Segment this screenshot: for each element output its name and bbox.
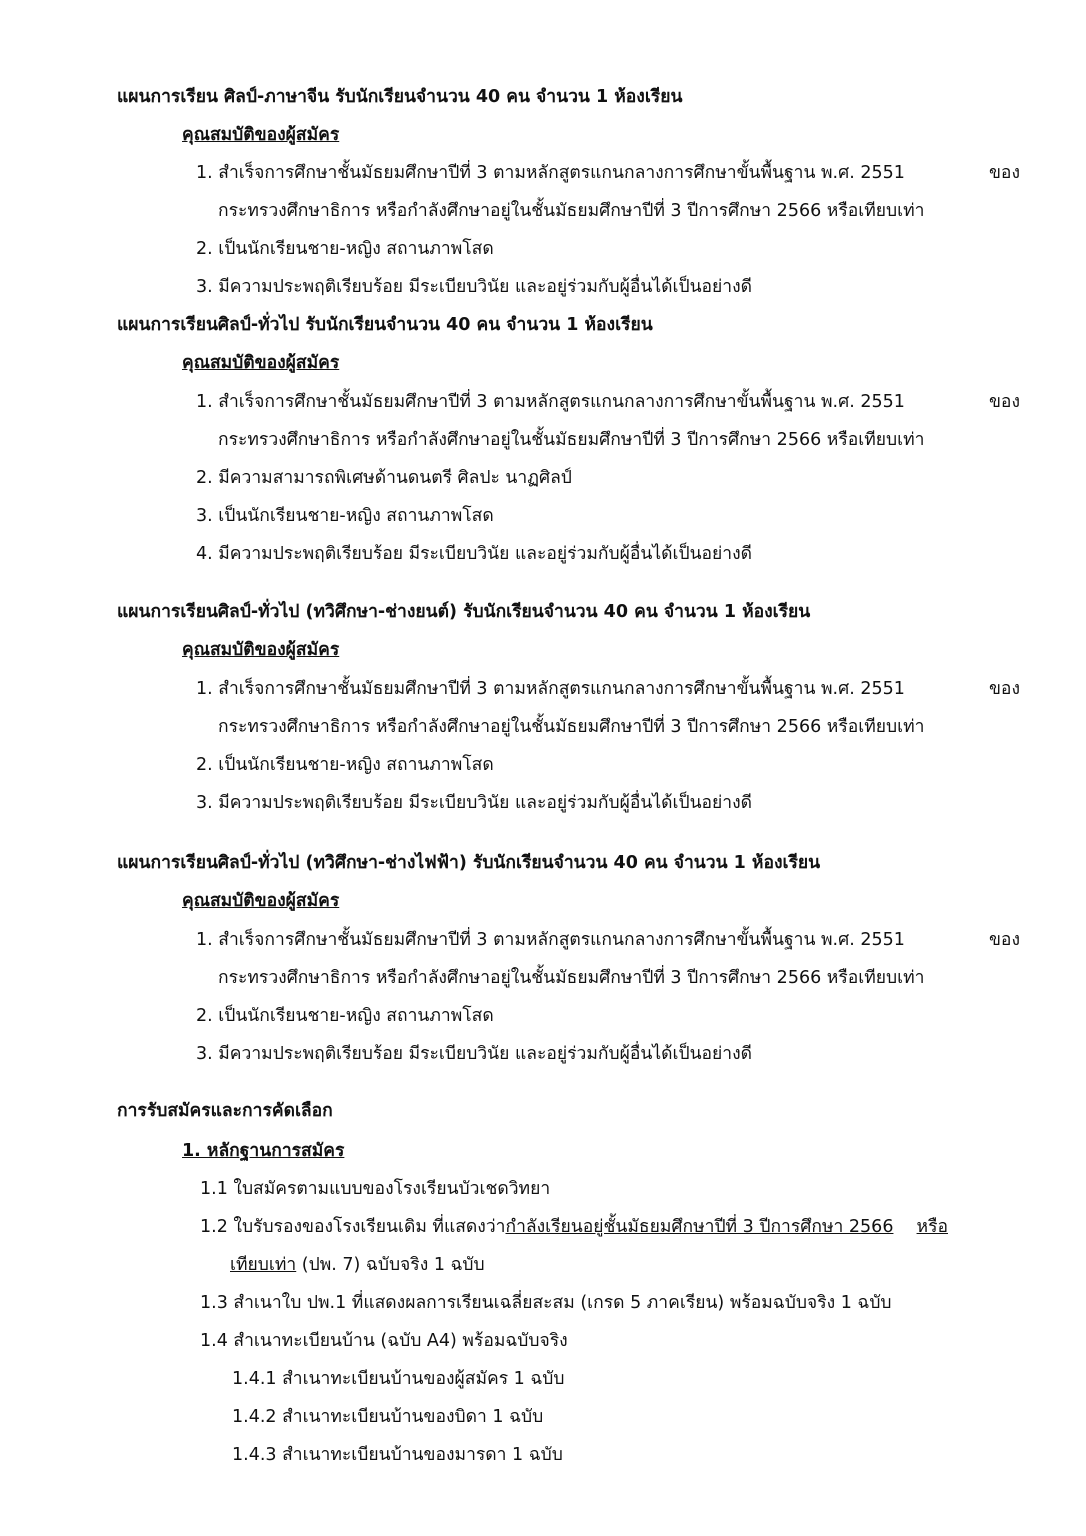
evidence-title: 1. หลักฐานการสมัคร bbox=[182, 1141, 345, 1161]
list-item: 1. สำเร็จการศึกษาชั้นมัธยมศึกษาปีที่ 3 ตามหลักสูตรแกนกลางการศึกษาขั้นพื้นฐาน พ.ศ. 2551 ของ bbox=[196, 392, 1020, 412]
list-item: 1.4 สำเนาทะเบียนบ้าน (ฉบับ A4) พร้อมฉบับจริง bbox=[200, 1331, 568, 1351]
plan-heading: แผนการเรียนศิลป์-ทั่วไป (ทวิศึกษา-ช่างยนต์) รับนักเรียนจำนวน 40 คน จำนวน 1 ห้องเรียน bbox=[117, 602, 811, 622]
sub-list-item: 1.4.3 สำเนาทะเบียนบ้านของมารดา 1 ฉบับ bbox=[232, 1445, 563, 1465]
list-item: 2. เป็นนักเรียนชาย-หญิง สถานภาพโสด bbox=[196, 1006, 494, 1026]
plan-heading: แผนการเรียน ศิลป์-ภาษาจีน รับนักเรียนจำนวน 40 คน จำนวน 1 ห้องเรียน bbox=[117, 87, 683, 107]
sub-list-item: 1.4.1 สำเนาทะเบียนบ้านของผู้สมัคร 1 ฉบับ bbox=[232, 1369, 565, 1389]
list-item: 3. มีความประพฤติเรียบร้อย มีระเบียบวินัย และอยู่ร่วมกับผู้อื่นได้เป็นอย่างดี bbox=[196, 1044, 753, 1064]
list-item-continuation: เทียบเท่า (ปพ. 7) ฉบับจริง 1 ฉบับ bbox=[230, 1255, 485, 1275]
list-item: 2. มีความสามารถพิเศษด้านดนตรี ศิลปะ นาฏศิลป์ bbox=[196, 468, 572, 488]
sub-list-item: 1.4.2 สำเนาทะเบียนบ้านของบิดา 1 ฉบับ bbox=[232, 1407, 544, 1427]
list-item: 2. เป็นนักเรียนชาย-หญิง สถานภาพโสด bbox=[196, 239, 494, 259]
qualification-title: คุณสมบัติของผู้สมัคร bbox=[182, 640, 340, 660]
list-item: 3. เป็นนักเรียนชาย-หญิง สถานภาพโสด bbox=[196, 506, 494, 526]
list-item-continuation: กระทรวงศึกษาธิการ หรือกำลังศึกษาอยู่ในชั้นมัธยมศึกษาปีที่ 3 ปีการศึกษา 2566 หรือเทียบเท่า bbox=[218, 201, 925, 221]
list-item: 1.2 ใบรับรองของโรงเรียนเดิม ที่แสดงว่ากำลังเรียนอยู่ชั้นมัธยมศึกษาปีที่ 3 ปีการศึกษา 2566 หรือ bbox=[200, 1217, 948, 1237]
plan-heading: แผนการเรียนศิลป์-ทั่วไป (ทวิศึกษา-ช่างไฟฟ้า) รับนักเรียนจำนวน 40 คน จำนวน 1 ห้องเรียน bbox=[117, 853, 821, 873]
plan-heading: แผนการเรียนศิลป์-ทั่วไป รับนักเรียนจำนวน 40 คน จำนวน 1 ห้องเรียน bbox=[117, 315, 653, 335]
admission-heading: การรับสมัครและการคัดเลือก bbox=[117, 1101, 333, 1121]
list-item: 1.3 สำเนาใบ ปพ.1 ที่แสดงผลการเรียนเฉลี่ยสะสม (เกรด 5 ภาคเรียน) พร้อมฉบับจริง 1 ฉบับ bbox=[200, 1293, 892, 1313]
list-item: 3. มีความประพฤติเรียบร้อย มีระเบียบวินัย และอยู่ร่วมกับผู้อื่นได้เป็นอย่างดี bbox=[196, 277, 753, 297]
list-item: 1.1 ใบสมัครตามแบบของโรงเรียนบัวเชดวิทยา bbox=[200, 1179, 551, 1199]
qualification-title: คุณสมบัติของผู้สมัคร bbox=[182, 353, 340, 373]
list-item: 4. มีความประพฤติเรียบร้อย มีระเบียบวินัย และอยู่ร่วมกับผู้อื่นได้เป็นอย่างดี bbox=[196, 544, 753, 564]
list-item-continuation: กระทรวงศึกษาธิการ หรือกำลังศึกษาอยู่ในชั้นมัธยมศึกษาปีที่ 3 ปีการศึกษา 2566 หรือเทียบเท่า bbox=[218, 430, 925, 450]
list-item-continuation: กระทรวงศึกษาธิการ หรือกำลังศึกษาอยู่ในชั้นมัธยมศึกษาปีที่ 3 ปีการศึกษา 2566 หรือเทียบเท่า bbox=[218, 717, 925, 737]
list-item: 2. เป็นนักเรียนชาย-หญิง สถานภาพโสด bbox=[196, 755, 494, 775]
list-item: 1. สำเร็จการศึกษาชั้นมัธยมศึกษาปีที่ 3 ตามหลักสูตรแกนกลางการศึกษาขั้นพื้นฐาน พ.ศ. 2551 ของ bbox=[196, 679, 1020, 699]
list-item-continuation: กระทรวงศึกษาธิการ หรือกำลังศึกษาอยู่ในชั้นมัธยมศึกษาปีที่ 3 ปีการศึกษา 2566 หรือเทียบเท่า bbox=[218, 968, 925, 988]
qualification-title: คุณสมบัติของผู้สมัคร bbox=[182, 891, 340, 911]
list-item: 3. มีความประพฤติเรียบร้อย มีระเบียบวินัย และอยู่ร่วมกับผู้อื่นได้เป็นอย่างดี bbox=[196, 793, 753, 813]
qualification-title: คุณสมบัติของผู้สมัคร bbox=[182, 125, 340, 145]
list-item: 1. สำเร็จการศึกษาชั้นมัธยมศึกษาปีที่ 3 ตามหลักสูตรแกนกลางการศึกษาขั้นพื้นฐาน พ.ศ. 2551 ของ bbox=[196, 163, 1020, 183]
list-item: 1. สำเร็จการศึกษาชั้นมัธยมศึกษาปีที่ 3 ตามหลักสูตรแกนกลางการศึกษาขั้นพื้นฐาน พ.ศ. 2551 ของ bbox=[196, 930, 1020, 950]
